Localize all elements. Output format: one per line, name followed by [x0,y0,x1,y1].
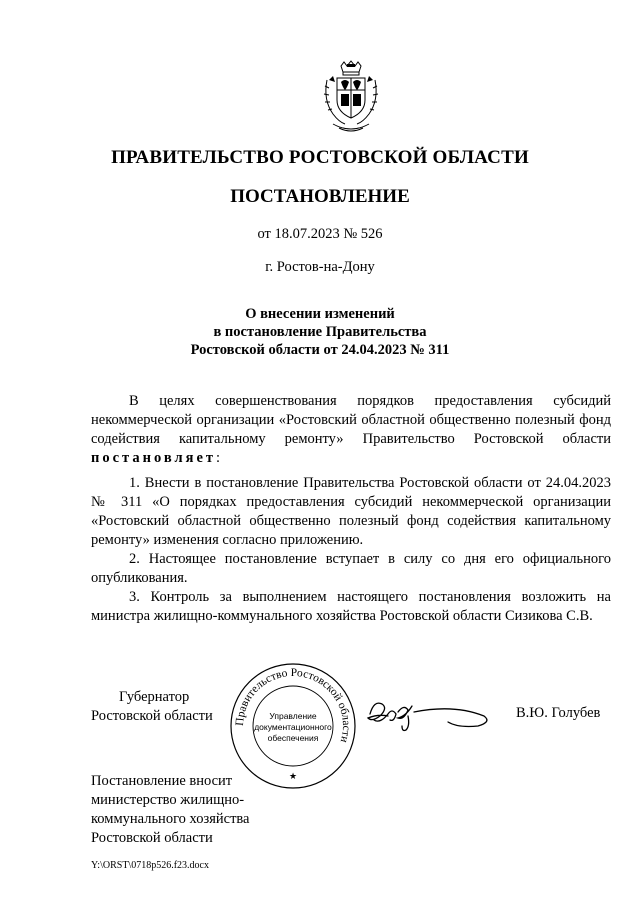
signatory-title-line-1: Губернатор [119,689,190,705]
stamp-inner-line-2: документационного [254,722,332,732]
document-type: ПОСТАНОВЛЕНИЕ [230,186,410,207]
document-date-number: от 18.07.2023 № 526 [257,226,383,242]
subject-line-3: Ростовской области от 24.04.2023 № 311 [190,342,450,358]
preamble [91,392,611,468]
document-city: г. Ростов-на-Дону [265,259,375,275]
stamp-star-icon: ★ [288,771,298,781]
decree-word: постановляет [91,450,217,466]
decree-point-3: 3. Контроль за выполнением настоящего постановления возложить на министра жилищно-коммунального хозяйства Ростовской области Сизикова С.В. [91,589,611,624]
signatory-title-line-2: Ростовской области [91,708,213,724]
submitter-line-2: министерство жилищно- [91,792,245,808]
stamp-inner-line-1: Управление [269,711,317,721]
file-path: Y:\ORST\0718p526.f23.docx [91,860,209,871]
government-name: ПРАВИТЕЛЬСТВО РОСТОВСКОЙ ОБЛАСТИ [111,147,529,168]
submitter-line-4: Ростовской области [91,830,213,846]
stamp-ring-text: Правительство Ростовской области [233,666,353,744]
submitter-note [91,772,250,848]
handwritten-signature [364,690,494,740]
signatory-name: В.Ю. Голубев [516,705,601,721]
subject-line-2: в постановление Правительства [213,324,427,340]
subject-line-1: О внесении изменений [245,306,395,322]
decree-point-1: 1. Внести в постановление Правительства Ростовской области от 24.04.2023 № 311 «О порядках предоставления субсидий некоммерческой организации «Ростовский областной общественно полезный фонд содействия капитальному ремонту» изменения согласно приложению. [91,475,611,548]
decree-colon: : [216,450,221,466]
submitter-line-1: Постановление вносит [91,773,233,789]
coat-of-arms-emblem [319,60,383,136]
submitter-line-3: коммунального хозяйства [91,811,250,827]
stamp-inner-line-3: обеспечения [267,733,319,743]
signatory-title [91,688,213,726]
document-subject [0,305,640,359]
decree-point-2: 2. Настоящее постановление вступает в силу со дня его официального опубликования. [91,551,611,586]
decree-points [91,474,611,626]
preamble-text: В целях совершенствования порядков предоставления субсидий некоммерческой организации «Ростовский областной общественно полезный фонд содействия капитальному ремонту» Правительство Ростовской области [91,393,611,447]
